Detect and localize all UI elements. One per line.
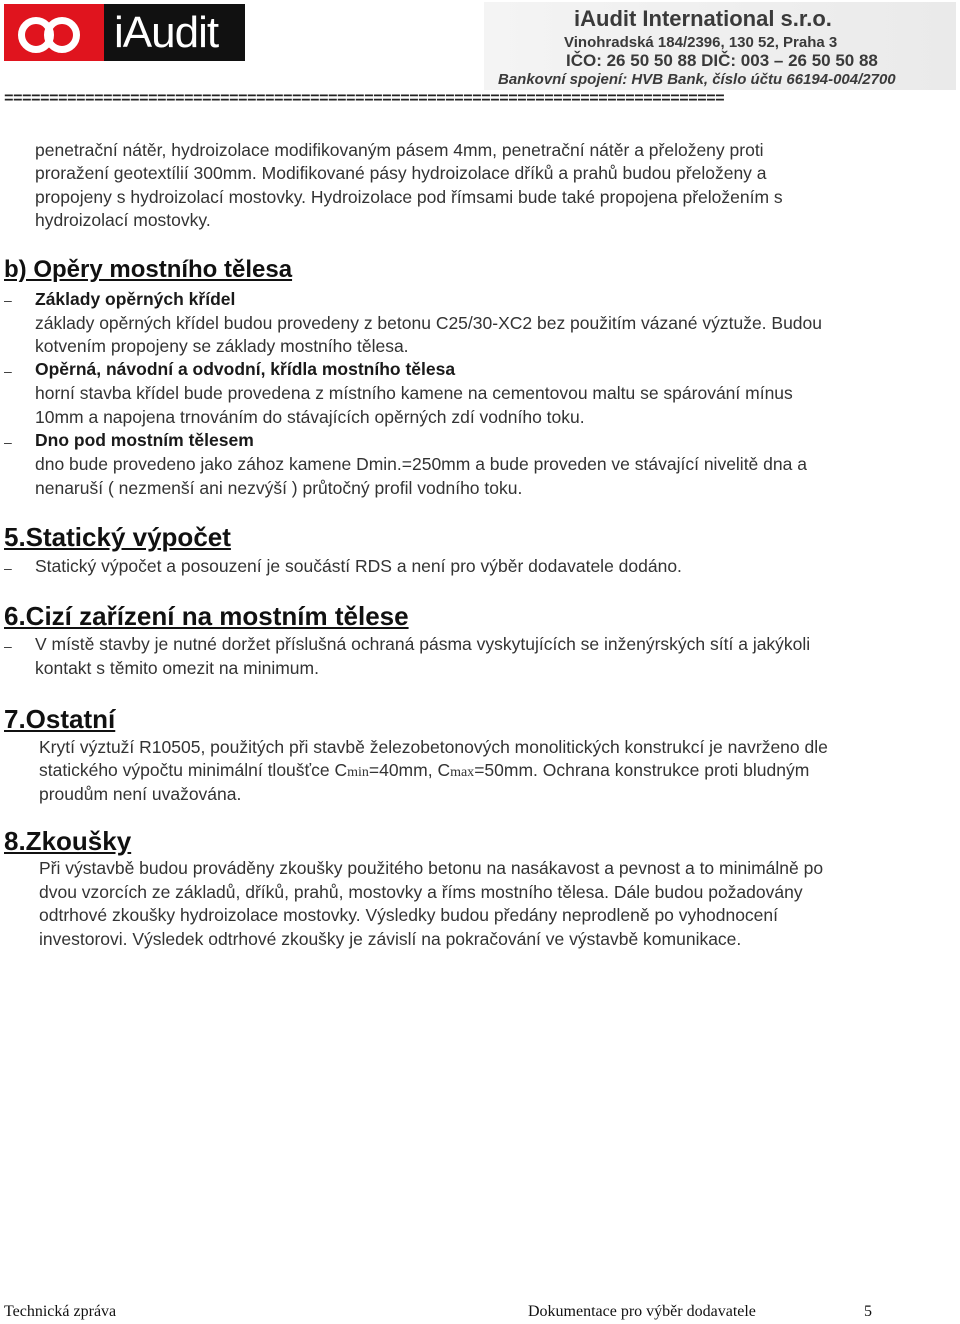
item-title: Základy opěrných křídel: [35, 289, 236, 309]
item-text: 10mm a napojena trnováním do stávajících opěrných zdí vodního toku.: [35, 407, 585, 427]
subscript-min: min: [347, 765, 369, 780]
intro-line: propojeny s hydroizolací mostovky. Hydroizolace pod římsami bude také propojena přeložením s: [35, 187, 783, 207]
section-7-text: proudům není uvažována.: [39, 784, 242, 804]
section-6-heading: 6.Cizí zařízení na mostním tělese: [4, 601, 409, 631]
company-bank: Bankovní spojení: HVB Bank, číslo účtu 66194-004/2700: [498, 71, 896, 88]
dash-bullet-icon: –: [4, 638, 12, 654]
section-7-heading: 7.Ostatní: [4, 704, 116, 734]
subscript-max: max: [450, 765, 475, 780]
dash-bullet-icon: –: [4, 560, 12, 576]
section-b-heading: b) Opěry mostního tělesa: [4, 256, 293, 283]
company-letterhead: [484, 2, 956, 90]
dash-bullet-icon: –: [4, 363, 12, 379]
section-8-text: Při výstavbě budou prováděny zkoušky použitého betonu na nasákavost a pevnost a to minimálně po: [39, 858, 824, 878]
item-text: horní stavba křídel bude provedena z místního kamene na cementovou maltu se spárování mínus: [35, 383, 793, 403]
company-address: Vinohradská 184/2396, 130 52, Praha 3: [564, 34, 838, 51]
iaudit-logo: [4, 4, 245, 61]
logo-rings-icon: [4, 4, 104, 61]
text-fragment: statického výpočtu minimální tloušťce C: [39, 760, 348, 780]
intro-line: hydroizolací mostovky.: [35, 210, 211, 230]
text-fragment: =50mm. Ochrana konstrukce proti bludným: [474, 760, 810, 780]
company-name: iAudit International s.r.o.: [574, 6, 832, 31]
page-number: 5: [864, 1303, 872, 1320]
item-text: kotvením propojeny se základy mostního tělesa.: [35, 336, 409, 356]
section-6-text: kontakt s těmito omezit na minimum.: [35, 658, 319, 678]
section-8-text: dvou vzorcích ze základů, dříků, prahů, mostovky a říms mostního tělesa. Dále budou požadovány: [39, 882, 803, 902]
section-8-text: odtrhové zkoušky hydroizolace mostovky. Výsledky budou předány neprodleně po vyhodnocení: [39, 905, 779, 925]
intro-line: proražení geotextílií 300mm. Modifikované pásy hydroizolace dříků a prahů budou přeloženy a: [35, 163, 767, 183]
item-text: dno bude provedeno jako zához kamene Dmin.=250mm a bude proveden ve stávající nivelitě dna a: [35, 454, 807, 474]
section-6-text: V místě stavby je nutné doržet příslušná ochraná pásma vyskytujících se inženýrských sítí a jakýkoli: [35, 634, 811, 654]
section-7-text: Krytí výztuží R10505, použitých při stavbě železobetonových monolitických konstrukcí je navrženo dle: [39, 737, 828, 757]
footer-doc-title: Technická zpráva: [4, 1303, 117, 1320]
intro-line: penetrační nátěr, hydroizolace modifikovaným pásem 4mm, penetrační nátěr a přeloženy proti: [35, 140, 764, 160]
item-text: základy opěrných křídel budou provedeny z betonu C25/30-XC2 bez použitím vázané výztuže. Budou: [35, 313, 823, 333]
item-title: Opěrná, návodní a odvodní, křídla mostního tělesa: [35, 359, 456, 379]
section-8-text: investorovi. Výsledek odtrhové zkoušky je závislí na pokračování ve výstavbě komunikace.: [39, 929, 742, 949]
company-ids: IČO: 26 50 50 88 DIČ: 003 – 26 50 50 88: [566, 51, 878, 70]
section-5-heading: 5.Statický výpočet: [4, 522, 231, 552]
dash-bullet-icon: –: [4, 434, 12, 450]
logo-text: iAudit: [114, 8, 219, 57]
section-7-text: [39, 758, 809, 785]
section-5-text: Statický výpočet a posouzení je součástí RDS a není pro výběr dodavatele dodáno.: [35, 556, 682, 576]
footer-doc-stage: Dokumentace pro výběr dodavatele: [528, 1303, 756, 1320]
item-title: Dno pod mostním tělesem: [35, 430, 254, 450]
item-text: nenaruší ( nezmenší ani nezvýší ) průtočný profil vodního toku.: [35, 478, 523, 498]
text-fragment: =40mm, C: [368, 760, 451, 780]
section-8-heading: 8.Zkoušky: [4, 826, 132, 856]
dash-bullet-icon: –: [4, 292, 12, 308]
header-separator: ================================================================================: [4, 90, 725, 108]
